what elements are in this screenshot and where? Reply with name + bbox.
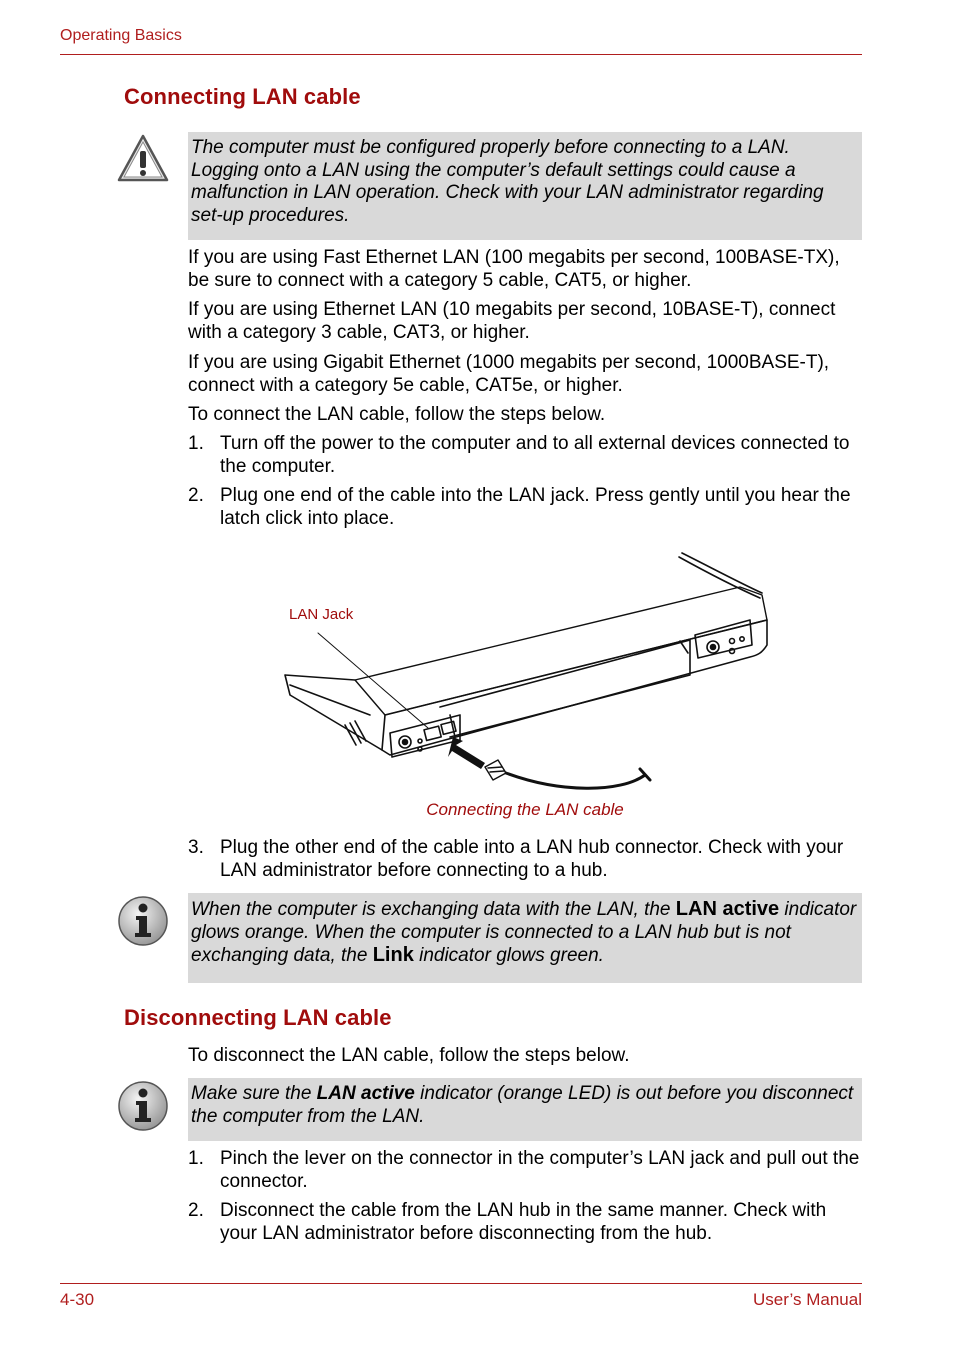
heading-disconnecting: Disconnecting LAN cable [124,1005,392,1030]
list-item [188,432,864,478]
list-number: 1. [188,1148,204,1169]
info-note-lan-active [188,893,862,983]
paragraph-ethernet: If you are using Ethernet LAN (10 megabits per second, 10BASE-T), connect with a category 3 cable, CAT3, or higher. [188,299,836,343]
info-note-disconnect [188,1078,862,1141]
lan-active-term: LAN active [316,1083,415,1104]
laptop-lan-illustration [270,545,780,795]
manual-title: User’s Manual [753,1290,862,1309]
info-icon [117,895,169,952]
list-item [188,1199,864,1245]
header-rule [60,54,862,55]
info-text: indicator glows orange. When the computer is connected to a LAN hub but is not exchanging data, the [191,899,857,966]
warning-icon [117,133,169,190]
paragraph-fast-ethernet: If you are using Fast Ethernet LAN (100 megabits per second, 100BASE-TX), be sure to connect with a category 5 cable, CAT5, or higher. [188,247,840,291]
warning-text: The computer must be configured properly before connecting to a LAN. Logging onto a LAN using the computer’s default settings could cause a malfunction in LAN operation. Check with your LAN administrator regarding set-up procedures. [191,137,824,226]
info-text: indicator glows green. [413,945,604,966]
running-header: Operating Basics [60,27,182,44]
paragraph-gigabit: If you are using Gigabit Ethernet (1000 megabits per second, 1000BASE-T), connect with a category 5e cable, CAT5e, or higher. [188,352,830,396]
info-icon [117,1080,169,1137]
list-text: Plug one end of the cable into the LAN jack. Press gently until you hear the latch click into place. [220,485,851,529]
list-number: 2. [188,1200,204,1221]
lan-active-term: LAN active [675,898,780,920]
list-item [188,1147,864,1193]
info-text: indicator (orange LED) is out before you disconnect the computer from the LAN. [191,1083,854,1127]
list-number: 3. [188,837,204,858]
figure-label-lan-jack: LAN Jack [289,606,354,623]
page-number: 4-30 [60,1290,95,1309]
list-text: Plug the other end of the cable into a LAN hub connector. Check with your LAN administrator before connecting to a hub. [220,837,844,881]
list-item [188,836,864,882]
paragraph-steps-intro: To connect the LAN cable, follow the steps below. [188,404,606,425]
info-text: When the computer is exchanging data with the LAN, the [191,899,676,920]
list-item [188,484,864,530]
warning-note [188,132,862,240]
list-number: 2. [188,485,204,506]
list-text: Disconnect the cable from the LAN hub in the same manner. Check with your LAN administrator before disconnecting from the hub. [220,1200,827,1244]
heading-connecting: Connecting LAN cable [124,84,361,109]
footer-rule [60,1283,862,1284]
link-term: Link [372,944,414,966]
list-text: Turn off the power to the computer and to all external devices connected to the computer. [220,433,850,477]
figure-caption: Connecting the LAN cable [426,800,624,819]
list-text: Pinch the lever on the connector in the computer’s LAN jack and pull out the connector. [220,1148,860,1192]
info-text: Make sure the [191,1083,317,1104]
paragraph-disconnect-intro: To disconnect the LAN cable, follow the steps below. [188,1045,630,1066]
list-number: 1. [188,433,204,454]
